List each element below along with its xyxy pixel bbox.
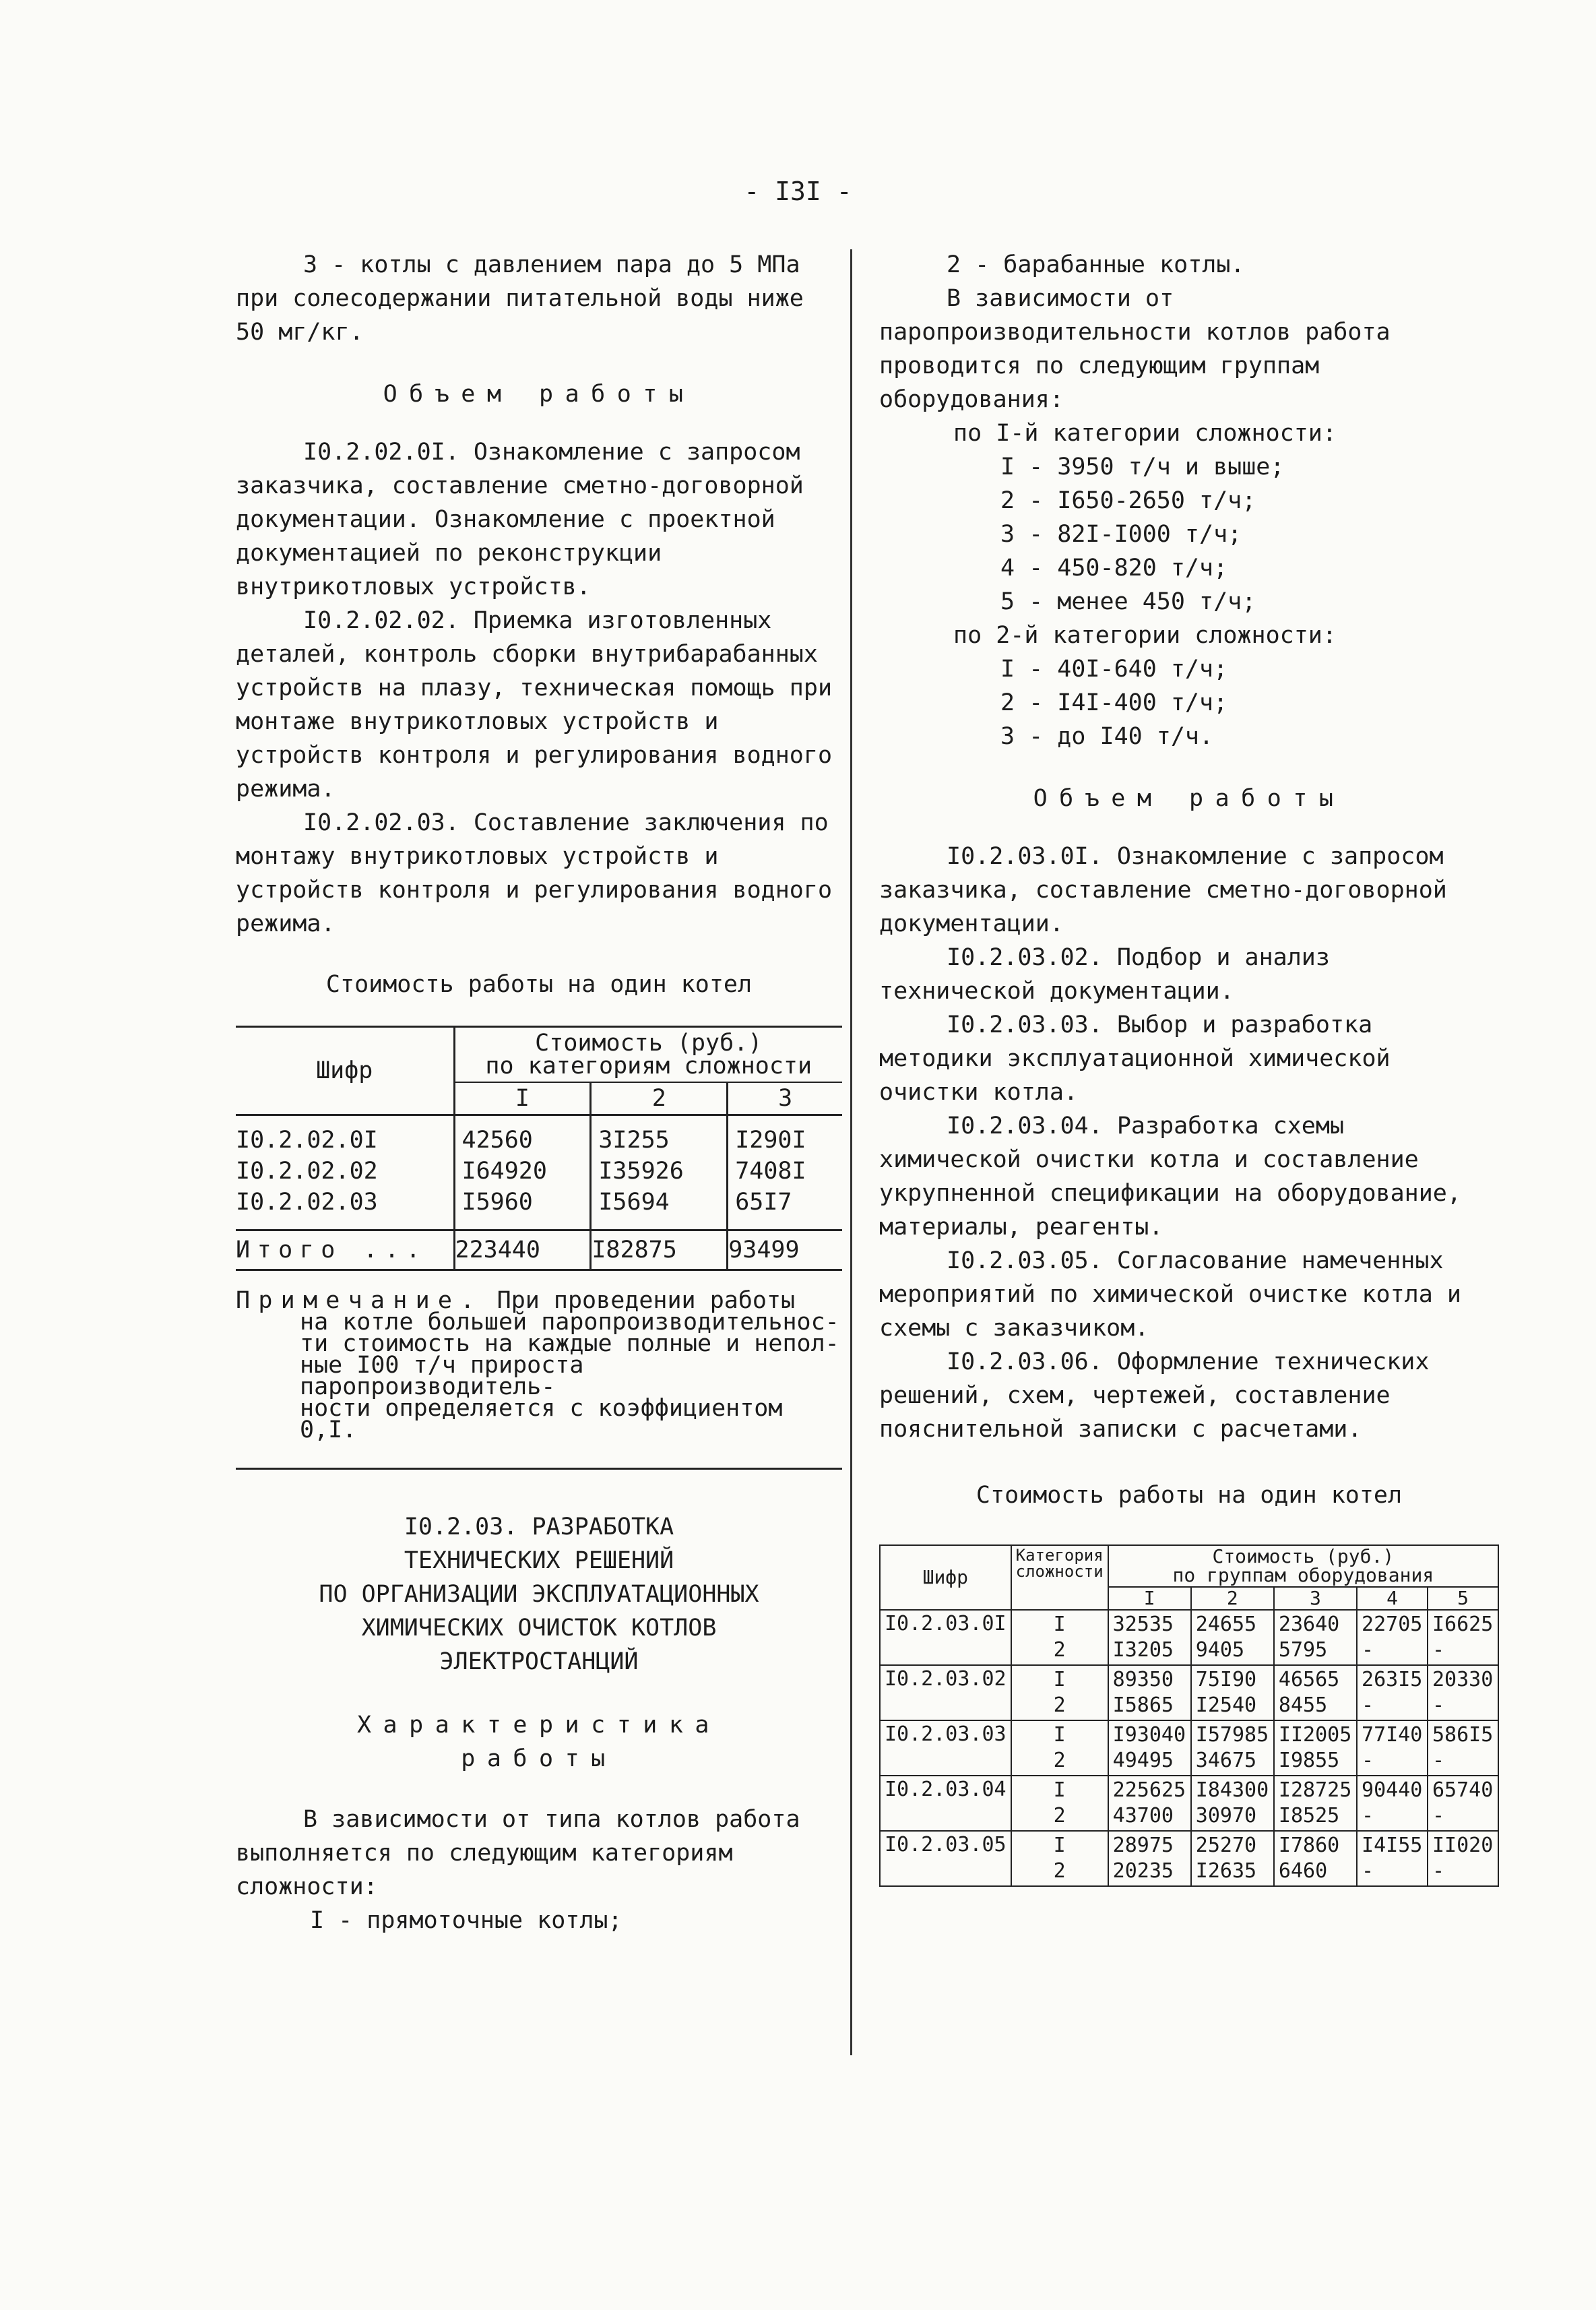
left-column — [236, 248, 842, 1937]
category-value: I — [1053, 1668, 1066, 1691]
section-title: I0.2.03. РАЗРАБОТКА ТЕХНИЧЕСКИХ РЕШЕНИЙ ПО ОРГАНИЗАЦИИ ЭКСПЛУАТАЦИОННЫХ ХИМИЧЕСКИХ ОЧИСТОК КОТЛОВ ЭЛЕКТРОСТАНЦИЙ — [319, 1513, 759, 1675]
cell-value — [1428, 1665, 1498, 1720]
row-categories — [1011, 1831, 1108, 1886]
paragraph: I0.2.02.0I. Ознакомление с запросом заказчика, составление сметно-договорной документации. Ознакомление с проектной документацией по реконструкции внутрикотловых устройств. — [236, 439, 804, 600]
cell-line: - — [1432, 1638, 1445, 1662]
header-group: 3 — [1274, 1587, 1357, 1610]
cell-line: I2635 — [1195, 1859, 1257, 1883]
category-value: I — [1053, 1834, 1066, 1857]
cell-line: - — [1362, 1804, 1374, 1828]
list-item: 2 - I4I-400 т/ч; — [1000, 689, 1228, 716]
cell-value — [1274, 1831, 1357, 1886]
cell-line: 22705 — [1362, 1613, 1423, 1636]
cell-value — [1108, 1665, 1191, 1720]
cell-line: I7860 — [1278, 1834, 1340, 1857]
cell-line: 23640 — [1278, 1613, 1340, 1636]
list-item: 3 - 82I-I000 т/ч; — [1000, 521, 1242, 548]
category-value: I — [1053, 1778, 1066, 1802]
cell-line: I4I55 — [1362, 1834, 1423, 1857]
category-value: 2 — [1053, 1859, 1066, 1883]
cell-value — [1357, 1776, 1428, 1831]
table-row — [880, 1776, 1498, 1831]
paragraph: I0.2.03.0I. Ознакомление с запросом заказчика, составление сметно-договорной документации. — [879, 843, 1447, 937]
total-row — [236, 1230, 842, 1270]
list-item: 4 - 450-820 т/ч; — [1000, 555, 1228, 582]
category-value: 2 — [1053, 1749, 1066, 1772]
cell-line: 89350 — [1112, 1668, 1174, 1691]
cell-line: 20330 — [1432, 1668, 1494, 1691]
cell-value — [1108, 1831, 1191, 1886]
intro-line: при солесодержании питательной воды ниже — [236, 285, 804, 312]
cell-line: II2005 — [1278, 1723, 1352, 1747]
cell-value — [1191, 1665, 1274, 1720]
characteristic-heading: Характеристика — [356, 1712, 721, 1739]
table-row — [880, 1720, 1498, 1776]
header-category: 3 — [728, 1082, 842, 1115]
cell-value — [1274, 1776, 1357, 1831]
table-row — [236, 1115, 842, 1156]
cell-line: 25270 — [1195, 1834, 1257, 1857]
cell-value: I290I — [728, 1115, 842, 1156]
header-group: 4 — [1357, 1587, 1428, 1610]
cell-line: 586I5 — [1432, 1723, 1494, 1747]
intro-line: 3 - котлы с давлением пара до 5 МПа — [303, 251, 800, 278]
cell-value — [1357, 1665, 1428, 1720]
scope-heading: Объем работы — [383, 381, 695, 408]
cell-line: I8525 — [1278, 1804, 1340, 1828]
header-category: Категория сложности — [1011, 1545, 1108, 1610]
right-column — [879, 248, 1499, 1887]
cell-line: I28725 — [1278, 1778, 1352, 1802]
cell-line: 8455 — [1278, 1693, 1328, 1717]
paragraph: В зависимости от паропроизводительности котлов работа проводится по следующим группам оборудования: — [879, 285, 1391, 413]
note-text: ности определяется с коэффициентом 0,I. — [300, 1395, 783, 1443]
list-item: I - 3950 т/ч и выше; — [1000, 454, 1285, 480]
total-label: Итого ... — [236, 1230, 454, 1270]
paragraph: I0.2.02.03. Составление заключения по монтажу внутрикотловых устройств и устройств контроля и регулирования водного режима. — [236, 809, 833, 937]
paragraph: I0.2.03.05. Согласование намеченных мероприятий по химической очистке котла и схемы с заказчиком. — [879, 1247, 1461, 1342]
cell-line: 90440 — [1362, 1778, 1423, 1802]
paragraph: I0.2.03.04. Разработка схемы химической очистки котла и составление укрупненной спецификации на оборудование, материалы, реагенты. — [879, 1113, 1461, 1241]
cell-line: I84300 — [1195, 1778, 1269, 1802]
paragraph: I0.2.03.02. Подбор и анализ технической документации. — [879, 944, 1330, 1005]
cell-value — [1428, 1720, 1498, 1776]
row-code: I0.2.02.0I — [236, 1127, 378, 1154]
cell-line: 5795 — [1278, 1638, 1328, 1662]
paragraph: В зависимости от типа котлов работа выполняется по следующим категориям сложности: — [236, 1806, 800, 1900]
cell-line: 263I5 — [1362, 1668, 1423, 1691]
cell-line: I57985 — [1195, 1723, 1269, 1747]
row-code: I0.2.03.02 — [880, 1665, 1011, 1720]
cell-value — [1357, 1831, 1428, 1886]
cell-line: I9855 — [1278, 1749, 1340, 1772]
cell-line: I5865 — [1112, 1693, 1174, 1717]
cost-table — [236, 1026, 842, 1271]
cell-line: I3205 — [1112, 1638, 1174, 1662]
characteristic-heading: работы — [461, 1745, 617, 1772]
header-group: 5 — [1428, 1587, 1498, 1610]
cell-line: 65740 — [1432, 1778, 1494, 1802]
row-code: I0.2.02.02 — [236, 1158, 378, 1185]
row-categories — [1011, 1776, 1108, 1831]
cell-value: I5694 — [591, 1187, 728, 1230]
cell-line: - — [1362, 1638, 1374, 1662]
note-label: Примечание. — [236, 1287, 483, 1314]
cell-value — [1428, 1610, 1498, 1665]
cell-value — [1108, 1776, 1191, 1831]
total-value: 93499 — [728, 1230, 842, 1270]
cell-value: I5960 — [454, 1187, 591, 1230]
header-group: 2 — [1191, 1587, 1274, 1610]
cell-line: 24655 — [1195, 1613, 1257, 1636]
cell-line: 77I40 — [1362, 1723, 1423, 1747]
header-group: I — [1108, 1587, 1191, 1610]
list-item: I - 40I-640 т/ч; — [1000, 656, 1228, 683]
note-text: ные I00 т/ч прироста паропроизводитель- — [300, 1352, 584, 1400]
cell-value — [1274, 1665, 1357, 1720]
total-value: 223440 — [454, 1230, 591, 1270]
header-code: Шифр — [236, 1027, 454, 1115]
scope-heading: Объем работы — [1033, 785, 1345, 812]
section-divider — [236, 1468, 842, 1470]
list-item: 3 - до I40 т/ч. — [1000, 723, 1214, 750]
list-item: I - прямоточные котлы; — [310, 1907, 623, 1934]
header-cost: Стоимость (руб.) по категориям сложности — [454, 1027, 842, 1083]
cell-value: 42560 — [454, 1115, 591, 1156]
row-code: I0.2.02.03 — [236, 1189, 378, 1216]
cell-value: 3I255 — [591, 1115, 728, 1156]
cell-value — [1428, 1831, 1498, 1886]
cell-value — [1108, 1720, 1191, 1776]
cell-line: - — [1362, 1693, 1374, 1717]
row-code: I0.2.03.03 — [880, 1720, 1011, 1776]
cell-line: 30970 — [1195, 1804, 1257, 1828]
cell-line: I6625 — [1432, 1613, 1494, 1636]
cell-line: - — [1362, 1859, 1374, 1883]
header-category: I — [454, 1082, 591, 1115]
category-value: 2 — [1053, 1804, 1066, 1828]
list-item: 2 - барабанные котлы. — [947, 251, 1245, 278]
cell-line: - — [1432, 1804, 1445, 1828]
cell-value — [1428, 1776, 1498, 1831]
list-item: 5 - менее 450 т/ч; — [1000, 588, 1256, 615]
cell-line: I93040 — [1112, 1723, 1186, 1747]
row-code: I0.2.03.0I — [880, 1610, 1011, 1665]
cell-value — [1357, 1610, 1428, 1665]
cell-value — [1191, 1776, 1274, 1831]
intro-line: 50 мг/кг. — [236, 319, 364, 346]
list-item: 2 - I650-2650 т/ч; — [1000, 487, 1256, 514]
row-code: I0.2.03.05 — [880, 1831, 1011, 1886]
cell-value — [1108, 1610, 1191, 1665]
cell-line: - — [1432, 1693, 1445, 1717]
category-value: 2 — [1053, 1638, 1066, 1662]
cell-value: I35926 — [591, 1156, 728, 1187]
row-categories — [1011, 1720, 1108, 1776]
paragraph: I0.2.02.02. Приемка изготовленных деталей, контроль сборки внутрибарабанных устройств на плазу, техническая помощь при монтаже внутрикотловых устройств и устройств контроля и регулирования водного режима. — [236, 607, 833, 803]
cell-line: I2540 — [1195, 1693, 1257, 1717]
cell-line: 28975 — [1112, 1834, 1174, 1857]
cell-line: - — [1432, 1749, 1445, 1772]
category-label: по 2-й категории сложности: — [953, 622, 1337, 649]
header-code: Шифр — [880, 1545, 1011, 1610]
total-value: I82875 — [591, 1230, 728, 1270]
category-label: по I-й категории сложности: — [953, 420, 1337, 447]
cell-line: 225625 — [1112, 1778, 1186, 1802]
table-caption: Стоимость работы на один котел — [325, 971, 753, 998]
category-value: I — [1053, 1723, 1066, 1747]
table-row — [236, 1187, 842, 1230]
paragraph: I0.2.03.03. Выбор и разработка методики эксплуатационной химической очистки котла. — [879, 1011, 1391, 1106]
cell-line: - — [1432, 1859, 1445, 1883]
column-divider — [850, 249, 852, 2055]
table-row — [880, 1665, 1498, 1720]
cell-line: 34675 — [1195, 1749, 1257, 1772]
table-note — [236, 1287, 842, 1443]
row-code: I0.2.03.04 — [880, 1776, 1011, 1831]
cell-value: 7408I — [728, 1156, 842, 1187]
page-number: - I3I - — [744, 177, 852, 206]
cell-line: II020 — [1432, 1834, 1494, 1857]
table-caption: Стоимость работы на один котел — [976, 1482, 1403, 1509]
cell-value — [1274, 1720, 1357, 1776]
cell-value — [1191, 1720, 1274, 1776]
cell-value — [1357, 1720, 1428, 1776]
cell-line: 9405 — [1195, 1638, 1245, 1662]
cell-value — [1191, 1610, 1274, 1665]
cell-line: 20235 — [1112, 1859, 1174, 1883]
cell-line: 49495 — [1112, 1749, 1174, 1772]
paragraph: I0.2.03.06. Оформление технических решений, схем, чертежей, составление пояснительной записки с расчетами. — [879, 1348, 1430, 1443]
cell-line: 6460 — [1278, 1859, 1328, 1883]
note-text: При проведении работы — [497, 1287, 796, 1314]
cell-line: 46565 — [1278, 1668, 1340, 1691]
cell-line: 32535 — [1112, 1613, 1174, 1636]
category-value: I — [1053, 1613, 1066, 1636]
table-row — [880, 1831, 1498, 1886]
row-categories — [1011, 1665, 1108, 1720]
note-text: ти стоимость на каждые полные и непол- — [300, 1330, 839, 1357]
cell-value: I64920 — [454, 1156, 591, 1187]
cell-line: - — [1362, 1749, 1374, 1772]
note-text: на котле большей паропроизводительнос- — [300, 1309, 839, 1336]
row-categories — [1011, 1610, 1108, 1665]
category-value: 2 — [1053, 1693, 1066, 1717]
cell-value: 65I7 — [728, 1187, 842, 1230]
header-category: 2 — [591, 1082, 728, 1115]
cost-table — [879, 1544, 1499, 1887]
table-row — [236, 1156, 842, 1187]
cell-value — [1191, 1831, 1274, 1886]
cell-line: 75I90 — [1195, 1668, 1257, 1691]
table-row — [880, 1610, 1498, 1665]
header-cost: Стоимость (руб.) по группам оборудования — [1108, 1545, 1498, 1587]
cell-line: 43700 — [1112, 1804, 1174, 1828]
cell-value — [1274, 1610, 1357, 1665]
